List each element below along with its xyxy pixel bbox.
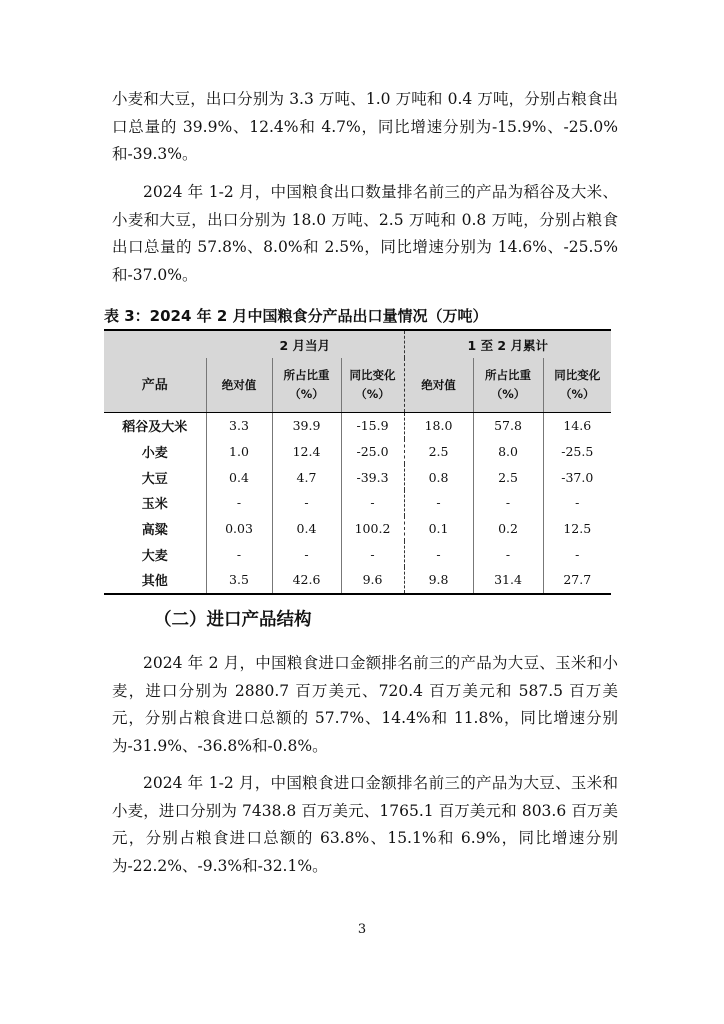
header-cum-abs: 绝对值 (404, 358, 473, 413)
export-volume-table (104, 329, 611, 595)
cell-c-share: 57.8 (473, 413, 543, 439)
cell-m-yoy: -39.3 (341, 464, 404, 490)
cell-c-yoy: - (543, 490, 611, 516)
cell-product: 玉米 (141, 497, 168, 513)
header-cum-yoy-text: 同比变化 （%） (554, 368, 601, 401)
cell-c-yoy: 27.7 (543, 567, 611, 594)
cell-m-abs: 1.0 (206, 439, 272, 465)
cell-m-yoy: -25.0 (341, 439, 404, 465)
header-month-share-text: 所占比重 （%） (283, 368, 330, 401)
cell-m-abs: 0.03 (206, 516, 272, 542)
header-product: 产品 (104, 358, 206, 413)
table-row (104, 439, 611, 465)
cell-product: 大豆 (141, 471, 168, 487)
cell-c-share: - (473, 490, 543, 516)
header-month-yoy-text: 同比变化 （%） (349, 368, 396, 401)
cell-m-share: 39.9 (272, 413, 341, 439)
header-group-month: 2 月当月 (206, 330, 404, 358)
cell-c-abs: - (404, 490, 473, 516)
cell-m-abs: - (206, 541, 272, 567)
header-cum-share (473, 358, 543, 413)
cell-product: 稻谷及大米 (122, 420, 188, 436)
paragraph-export-top3-feb: 小麦和大豆，出口分别为 3.3 万吨、1.0 万吨和 0.4 万吨，分别占粮食出口总量的 39.9%、12.4%和 4.7%，同比增速分别为-15.9%、-25.0%和-39.3%。 (112, 90, 618, 163)
cell-c-abs: 2.5 (404, 439, 473, 465)
cell-m-share: - (272, 490, 341, 516)
table-header-group-row (104, 330, 611, 358)
header-month-abs: 绝对值 (206, 358, 272, 413)
table-header-column-row (104, 358, 611, 413)
cell-c-abs: 0.1 (404, 516, 473, 542)
table-row (104, 464, 611, 490)
table-row (104, 490, 611, 516)
cell-c-yoy: - (543, 541, 611, 567)
cell-m-share: 0.4 (272, 516, 341, 542)
cell-m-abs: 3.3 (206, 413, 272, 439)
cell-c-yoy: 12.5 (543, 516, 611, 542)
paragraph-import-top3-jan-feb: 2024 年 1-2 月，中国粮食进口金额排名前三的产品为大豆、玉米和小麦，进口分别为 7438.8 百万美元、1765.1 百万美元和 803.6 百万美元，分别占粮食进口总额的 63.8%、15.1%和 6.9%，同比增速分别为-22.2%、-9.3%和-32.1%。 (112, 774, 618, 875)
table-row (104, 567, 611, 594)
cell-m-share: 4.7 (272, 464, 341, 490)
cell-product: 小麦 (141, 446, 168, 462)
cell-m-abs: 3.5 (206, 567, 272, 594)
cell-c-yoy: 14.6 (543, 413, 611, 439)
cell-m-yoy: - (341, 490, 404, 516)
paragraph-export-top3-jan-feb: 2024 年 1-2 月，中国粮食出口数量排名前三的产品为稻谷及大米、小麦和大豆，出口分别为 18.0 万吨、2.5 万吨和 0.8 万吨，分别占粮食出口总量的 57.8%、8.0%和 2.5%，同比增速分别为 14.6%、-25.5%和-37.0%。 (112, 183, 618, 284)
cell-c-share: 8.0 (473, 439, 543, 465)
paragraph-import-top3-feb: 2024 年 2 月，中国粮食进口金额排名前三的产品为大豆、玉米和小麦，进口分别为 2880.7 百万美元、720.4 百万美元和 587.5 百万美元，分别占粮食进口总额的 57.7%、14.4%和 11.8%，同比增速分别为-31.9%、-36.8%和-0.8%。 (112, 654, 618, 755)
cell-product: 大麦 (141, 548, 168, 564)
cell-c-share: - (473, 541, 543, 567)
cell-c-share: 0.2 (473, 516, 543, 542)
cell-m-share: - (272, 541, 341, 567)
cell-c-yoy: -25.5 (543, 439, 611, 465)
cell-product: 高粱 (141, 523, 168, 539)
header-cum-share-text: 所占比重 （%） (485, 368, 532, 401)
cell-c-share: 2.5 (473, 464, 543, 490)
cell-m-abs: 0.4 (206, 464, 272, 490)
section-heading: （二）进口产品结构 (154, 610, 312, 630)
table-caption: 表 3：2024 年 2 月中国粮食分产品出口量情况（万吨） (104, 307, 488, 325)
cell-m-share: 12.4 (272, 439, 341, 465)
table-row (104, 413, 611, 439)
table-row (104, 516, 611, 542)
cell-c-abs: - (404, 541, 473, 567)
header-blank-cell (104, 330, 206, 358)
cell-m-yoy: 9.6 (341, 567, 404, 594)
cell-c-abs: 0.8 (404, 464, 473, 490)
cell-m-share: 42.6 (272, 567, 341, 594)
cell-c-yoy: -37.0 (543, 464, 611, 490)
header-month-share (272, 358, 341, 413)
cell-product: 其他 (104, 567, 206, 594)
cell-c-share: 31.4 (473, 567, 543, 594)
page-number: 3 (357, 922, 367, 937)
header-month-yoy (341, 358, 404, 413)
cell-c-abs: 18.0 (404, 413, 473, 439)
cell-m-yoy: -15.9 (341, 413, 404, 439)
cell-m-yoy: 100.2 (341, 516, 404, 542)
header-cum-yoy (543, 358, 611, 413)
table-body (104, 413, 611, 594)
table-row (104, 541, 611, 567)
cell-m-abs: - (206, 490, 272, 516)
cell-m-yoy: - (341, 541, 404, 567)
cell-c-abs: 9.8 (404, 567, 473, 594)
header-group-cumulative: 1 至 2 月累计 (404, 330, 611, 358)
